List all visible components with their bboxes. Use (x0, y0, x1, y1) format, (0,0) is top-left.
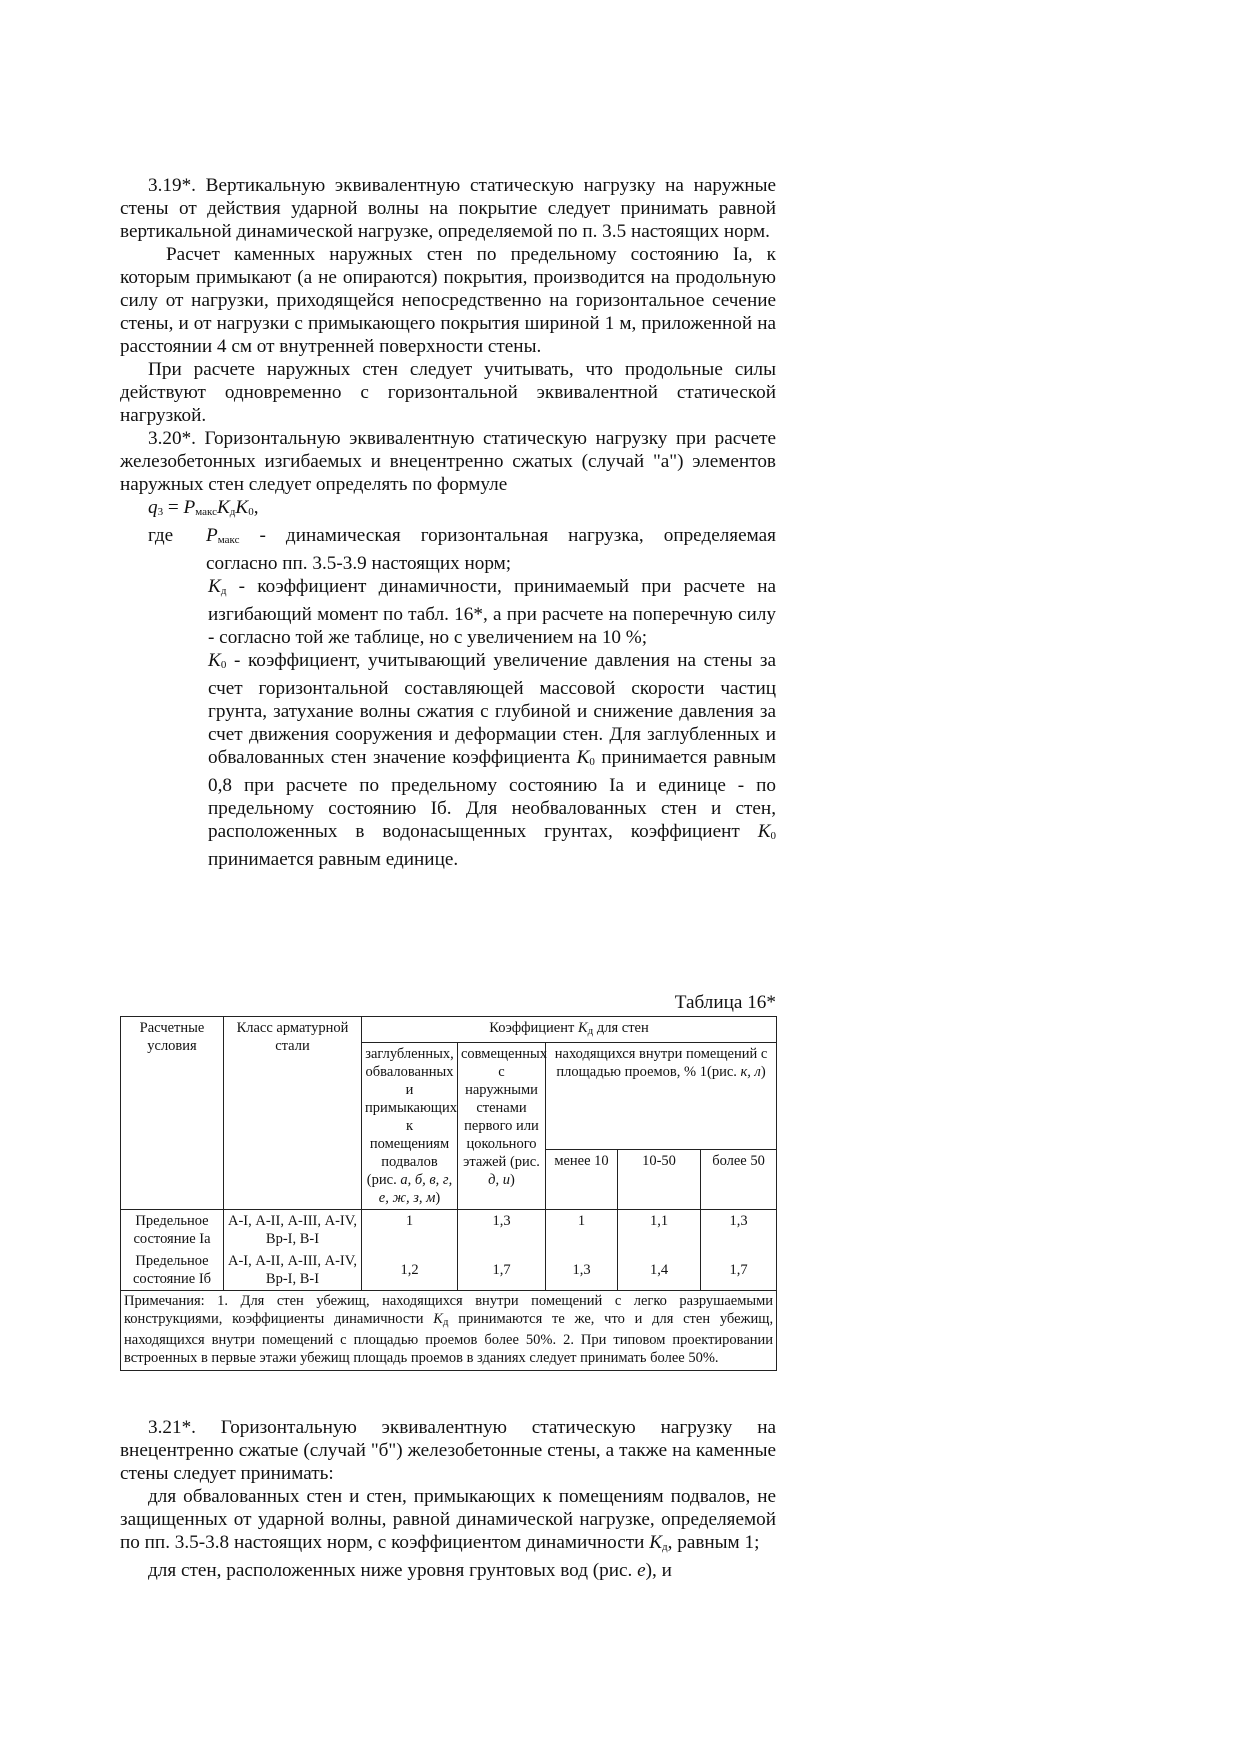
header-combined: совмещенных с наружными стенами первого или цокольного этажей (рис. д, и) (458, 1043, 546, 1210)
definitions-list (120, 524, 776, 871)
header-coefficient: Коэффициент $K_д$ для стен (362, 1017, 777, 1043)
paragraph-3-21: 3.21*. Горизонтальную эквивалентную статическую нагрузку на внецентренно сжатые (случай "б") железобетонные стены, а также на каменные стены следует принимать: (120, 1417, 776, 1484)
text-column-bottom (120, 1416, 776, 1582)
header-inside: находящихся внутри помещений с площадью проемов, % 1(рис. к, л) (546, 1043, 777, 1150)
definition-p-max: где $P_{макс}$ - динамическая горизонтальная нагрузка, определяемая согласно пп. 3.5-3.9 настоящих норм; (148, 525, 776, 574)
table-row: Предельное состояние Iа А-I, А-II, А-III, А-IV, Вр-I, В-I 1 1,3 1 1,1 1,3 (121, 1210, 777, 1251)
text-column-top (120, 174, 776, 871)
table-notes: Примечания: 1. Для стен убежищ, находящихся внутри помещений с легко разрушаемыми конструкциями, коэффициенты динамичности $K_д$ принимаются те же, что и для стен убежищ, находящихся внутри помещений с площадью проемов более 50%. 2. При типовом проектировании встроенных в первые этажи убежищ площадь проемов в зданиях следует принимать более 50%. (121, 1291, 777, 1371)
header-less-10: менее 10 (546, 1149, 618, 1209)
table-row: Предельное состояние Iб А-I, А-II, А-III, А-IV, Вр-I, В-I 1,2 1,7 1,3 1,4 1,7 (121, 1250, 777, 1291)
header-conditions: Расчетные условия (121, 1017, 224, 1210)
header-steel-class: Класс арматурной стали (224, 1017, 362, 1210)
formula-q3: $q_3 = P_{макс}K_дK_0$, (148, 497, 259, 518)
definition-kd: $K_д$ - коэффициент динамичности, принимаемый при расчете на изгибающий момент по табл. 16*, а при расчете на поперечную силу - согласно той же таблице, но с увеличением на 10 %; (208, 576, 776, 648)
paragraph-consider-forces: При расчете наружных стен следует учитывать, что продольные силы действуют одновременно с горизонтальной эквивалентной статической нагрузкой. (120, 359, 776, 426)
header-10-50: 10-50 (618, 1149, 701, 1209)
header-buried: заглубленных, обвалованных и примыкающих к помещениям подвалов (рис. а, б, в, г, е, ж, з, м) (362, 1043, 458, 1210)
definition-k0: $K_0$ - коэффициент, учитывающий увеличение давления на стены за счет горизонтальной составляющей массовой скорости частиц грунта, затухание волны сжатия с глубиной и снижение давления за счет движения сооружения и деформации стен. Для заглубленных и обвалованных стен значение коэффициента $K_0$ принимается равным 0,8 при расчете по предельному состоянию Iа и единице - по предельному состоянию Iб. Для необвалованных стен и стен, расположенных в водонасыщенных грунтах, коэффициент $K_0$ принимается равным единице. (208, 650, 776, 870)
paragraph-calc-masonry: Расчет каменных наружных стен по предельному состоянию Iа, к которым примыкают (а не опираются) покрытия, производится на продольную силу от нагрузки, приходящейся непосредственно на горизонтальное сечение стены, и от нагрузки с примыкающего покрытия шириной 1 м, приложенной на расстоянии 4 см от внутренней поверхности стены. (120, 244, 776, 357)
paragraph-below-groundwater: для стен, расположенных ниже уровня грунтовых вод (рис. е), и (148, 1560, 672, 1581)
paragraph-3-20: 3.20*. Горизонтальную эквивалентную статическую нагрузку при расчете железобетонных изгибаемых и внецентренно сжатых (случай "а") элементов наружных стен следует определять по формуле (120, 428, 776, 495)
header-more-50: более 50 (701, 1149, 777, 1209)
paragraph-banked-walls: для обвалованных стен и стен, примыкающих к помещениям подвалов, не защищенных от ударной волны, равной динамической нагрузке, определяемой по пп. 3.5-3.8 настоящих норм, с коэффициентом динамичности $K_д$, равным 1; (120, 1486, 776, 1553)
table-16 (120, 1016, 777, 1371)
paragraph-3-19: 3.19*. Вертикальную эквивалентную статическую нагрузку на наружные стены от действия ударной волны на покрытие следует принимать равной вертикальной динамической нагрузке, определяемой по п. 3.5 настоящих норм. (120, 175, 776, 242)
where-label: где (148, 525, 174, 546)
table-caption: Таблица 16* (674, 992, 776, 1013)
